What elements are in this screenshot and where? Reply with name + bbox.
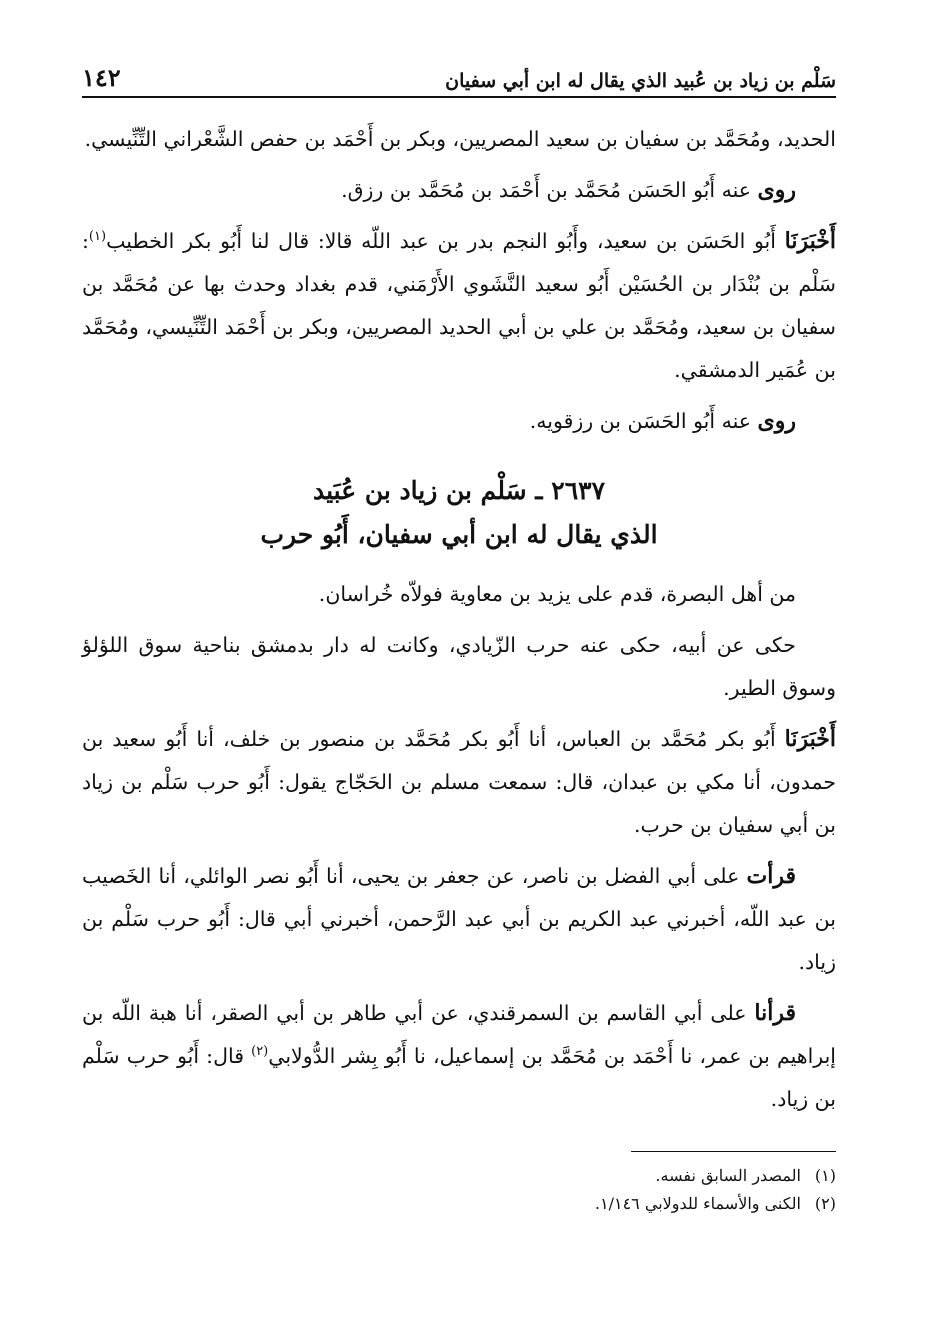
running-title: سَلْم بن زياد بن عُبيد الذي يقال له ابن أبي سفيان <box>445 70 836 92</box>
keyword: قرأنا <box>754 1000 796 1026</box>
footnote: (٢) الكنى والأسماء للدولابي ١/١٤٦. <box>594 1194 836 1213</box>
paragraph: أَخْبَرَنَا أَبُو بكر مُحَمَّد بن العباس، أنا أَبُو بكر مُحَمَّد بن منصور بن خلف، أنا أَبُو سعيد بن حمدون، أنا مكي بن عبدان، قال: سمعت مسلم بن الحَجّاج يقول: أَبُو حرب سَلْم بن زياد بن أبي سفيان بن حرب. <box>82 726 836 837</box>
paragraph: قرأنا على أبي القاسم بن السمرقندي، عن أبي طاهر بن أبي الصقر، أنا هبة اللّه بن إبراهيم بن عمر، نا أَحْمَد بن مُحَمَّد بن إسماعيل، نا أَبُو بِشر الدُّولابي$^{(٢)}$ قال: أَبُو حرب سَلْم بن زياد. <box>82 1000 836 1111</box>
footnote-marker: (٢) <box>251 1044 269 1060</box>
page-body <box>82 118 836 1121</box>
paragraph: حكى عن أبيه، حكى عنه حرب الزّيادي، وكانت له دار بدمشق بناحية سوق اللؤلؤ وسوق الطير. <box>82 633 836 700</box>
paragraph: قرأت على أبي الفضل بن ناصر، عن جعفر بن يحيى، أنا أَبُو نصر الوائلي، أنا الخَصيب بن عبد اللّه، أخبرني عبد الكريم بن أبي عبد الرَّحمن، أخبرني أبي قال: أَبُو حرب سَلْم بن زياد. <box>82 863 836 974</box>
footnote: (١) المصدر السابق نفسه. <box>655 1166 836 1185</box>
keyword: روى <box>757 177 796 203</box>
keyword: أَخْبَرَنَا <box>784 228 836 254</box>
entry-heading-line: ٢٦٣٧ ـ سَلْم بن زياد بن عُبَيد <box>312 476 605 505</box>
paragraph: الحديد، ومُحَمَّد بن سفيان بن سعيد المصريين، وبكر بن أَحْمَد بن حفص الشَّعْراني التِّنِّيسي. <box>84 127 836 151</box>
entry-heading-line: الذي يقال له ابن أبي سفيان، أَبُو حرب <box>260 520 658 549</box>
footnote-marker: (١) <box>88 229 107 245</box>
paragraph: روى عنه أَبُو الحَسَن مُحَمَّد بن أَحْمَد بن مُحَمَّد بن رزق. <box>341 177 796 203</box>
entry-heading <box>82 469 836 557</box>
keyword: قرأت <box>746 863 796 889</box>
footnote-separator <box>631 1151 836 1152</box>
paragraph: روى عنه أَبُو الحَسَن بن رزقويه. <box>529 408 796 434</box>
keyword: روى <box>757 408 796 434</box>
paragraph: من أهل البصرة، قدم على يزيد بن معاوية فولاّه خُراسان. <box>318 582 796 606</box>
document-page <box>82 52 836 1218</box>
footnotes <box>82 1162 836 1218</box>
page-number: ١٤٢ <box>82 63 121 92</box>
page-header <box>82 52 836 98</box>
paragraph: أَخْبَرَنَا أَبُو الحَسَن بن سعيد، وأَبُو النجم بدر بن عبد اللّه قالا: قال لنا أَبُو بكر الخطيب$^{(١)}$: سَلْم بن بُنْدَار بن الحُسَيْن أَبُو سعيد النَّشَوي الأَرْمَني، قدم بغداد وحدث بها عن مُحَمَّد بن سفيان بن سعيد، ومُحَمَّد بن علي بن أبي الحديد المصريين، وبكر بن أَحْمَد التِّنِّيسي، ومُحَمَّد بن عُمَير الدمشقي. <box>82 228 836 382</box>
keyword: أَخْبَرَنَا <box>784 726 836 752</box>
